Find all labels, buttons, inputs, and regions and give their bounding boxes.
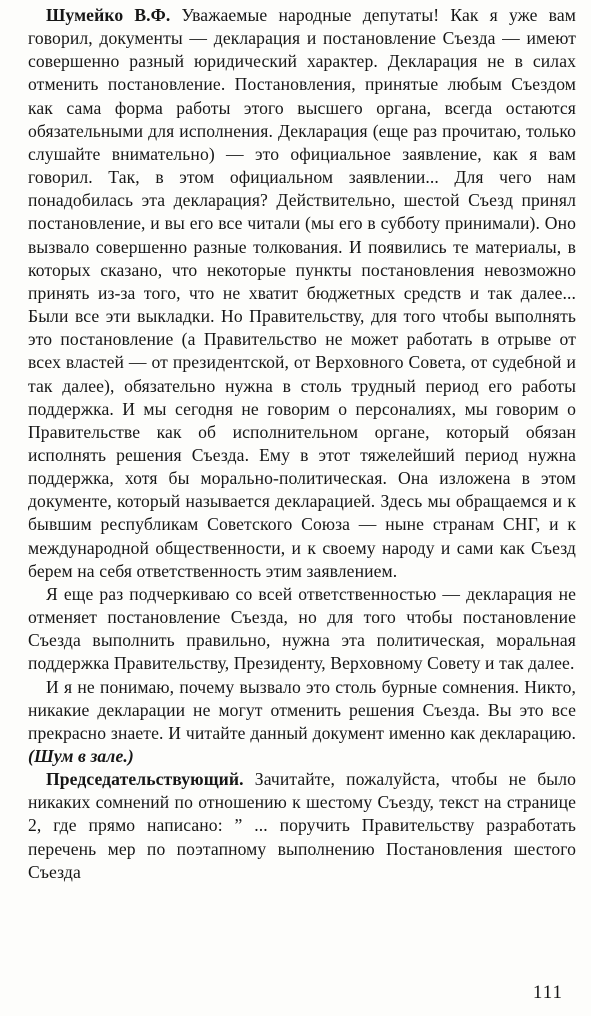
speaker-name: Шумейко В.Ф. xyxy=(46,5,171,25)
speaker-name: Председательствующий. xyxy=(46,769,244,790)
transcript-body xyxy=(28,4,576,884)
paragraph-chairman xyxy=(28,768,576,884)
paragraph-doubts xyxy=(28,676,576,769)
stage-remark: (Шум в зале.) xyxy=(28,746,134,766)
paragraph-text: И я не понимаю, почему вызвало это столь бурные сомнения. Никто, никакие декларации не могут отменить решения Съезда. Вы это все прекрасно знаете. И читайте данный документ именно как декларацию. xyxy=(28,676,576,743)
paragraph-text: Уважаемые народные депутаты! Как я уже вам говорил, документы — декларация и постановление Съезда — имеют совершенно разный юридический характер. Декларация не в силах отменить постановление. Постановления, принятые любым Съездом как сама форма работы этого высшего органа, всегда остаются обязательными для исполнения. Декларация (еще раз прочитаю, только слушайте внимательно) — это официальное заявление, как я вам говорил. Так, в этом официальном заявлении... Для чего нам понадобилась эта декларация? Действительно, шестой Съезд принял постановление, и вы его все читали (мы его в субботу принимали). Оно вызвало совершенно разные толкования. И появились те материалы, в которых сказано, что некоторые пункты постановления невозможно принять из-за того, что не хватит бюджетных средств и так далее... Были все эти выкладки. Но Правительству, для того чтобы выполнять это постановление (а Правительство не может работать в отрыве от всех властей — от президентской, от Верховного Совета, от судебной и так далее), обязательно нужна в столь трудный период его работы поддержка. И мы сегодня не говорим о персоналиях, мы говорим о Правительстве как об исполнительном органе, который обязан исполнять решения Съезда. Ему в этот тяжелейший период нужна поддержка, хотя бы морально-политическая. Она изложена в этом документе, который называется декларацией. Здесь мы обращаемся и к бывшим республикам Советского Союза — ныне странам СНГ, и к международной общественности, и к своему народу и сами как Съезд берем на себя ответственность этим заявлением. xyxy=(28,5,577,581)
page-number: 111 xyxy=(532,982,563,1003)
paragraph-shumeiko xyxy=(28,4,576,583)
paragraph-text: Я еще раз подчеркиваю со всей ответственностью — декларация не отменяет постановление Съезда, но для того чтобы постановление Съезда выполнить правильно, нужна эта политическая, моральная поддержка Правительству, Президенту, Верховному Совету и так далее. xyxy=(28,583,576,674)
paragraph-emphasis xyxy=(28,583,576,676)
paragraph-text: Зачитайте, пожалуйста, чтобы не было никаких сомнений по отношению к шестому Съезду, текст на странице 2, где прямо написано: ” ... поручить Правительству разработать перечень мер по поэтапному выполнению Постановления шестого Съезда xyxy=(28,769,576,882)
